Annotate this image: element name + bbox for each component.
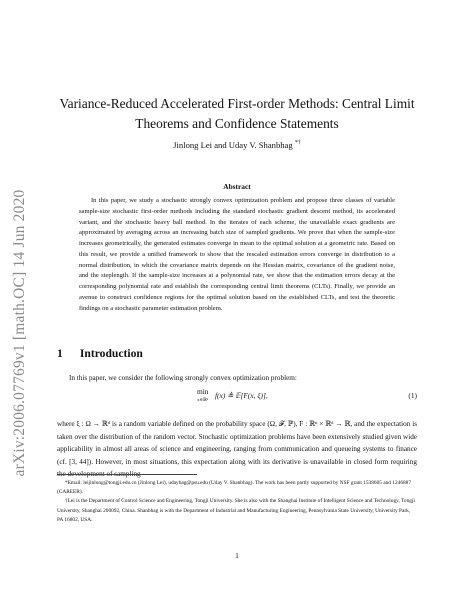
section-number: 1 — [57, 347, 63, 360]
abstract-heading: Abstract — [223, 182, 251, 191]
section-heading — [57, 347, 143, 360]
equation-min-operator — [197, 388, 209, 404]
intro-paragraph-1: In this paper, we consider the following strongly convex optimization problem: — [69, 374, 297, 382]
author-list — [57, 140, 417, 150]
footnotes — [57, 479, 417, 525]
equation-1 — [57, 388, 417, 412]
equation-operator: min — [197, 387, 209, 396]
page-number: 1 — [235, 551, 239, 560]
intro-paragraph-2: where ξ : Ω → ℝᵈ is a random variable defined on the probability space (Ω, 𝓕, ℙ), F : ℝⁿ × ℝᵈ → ℝ, and the expectation is taken over the distribution of the random vector. Stochastic optimization problems have been extensively studied given wide applicability in almost all areas of science and engineering, ranging from communication and queueing systems to finance (cf. [3, 44]). However, in most situations, this expectation along with its derivative is unavailable in closed form requiring the development of sampling — [57, 420, 417, 479]
footnote-affiliation: †Lei is the Department of Control Science and Engineering, Tongji University. She is also with the Shanghai Institute of Intelligent Science and Technology, Tongji University, Shanghai 200092, China. Shanbhag is with the Department of Industrial and Manufacturing Engineering, Pennsylvania State University, University Park, PA 16802, USA. — [57, 498, 415, 523]
section-title: Introduction — [79, 347, 143, 360]
equation-subscript: x∈ℝⁿ — [197, 397, 209, 402]
arxiv-identifier-text: arXiv:2006.07769v1 [math.OC] 14 Jun 2020 — [11, 189, 28, 476]
author-footnote-marks: *† — [294, 140, 301, 147]
equation-number: (1) — [408, 391, 417, 400]
paper-title — [57, 94, 417, 134]
title-line-1: Variance-Reduced Accelerated First-order Methods: Central Limit — [59, 96, 415, 111]
title-line-2: Theorems and Confidence Statements — [135, 116, 339, 131]
equation-body: f(x) ≜ 𝔼[F(x, ξ)], — [215, 391, 268, 400]
footnote-email: *Email: leijinlong@tongji.edu.cn (Jinlong Lei), udaybag@psu.edu (Uday V. Shanbhag). The work has been partly supported by NSF grant 1538605 and 1246887 (CAREER). — [57, 480, 412, 496]
arxiv-identifier-stamp — [7, 150, 33, 515]
footnote-divider — [57, 474, 197, 475]
author-names: Jinlong Lei and Uday V. Shanbhag — [173, 140, 293, 150]
abstract-text: In this paper, we study a stochastic strongly convex optimization problem and propose three classes of variable sample-size stochastic first-order methods including the standard stochastic gradient descent method, its accelerated variant, and the stochastic heavy ball method. In the iterates of each scheme, the unavailable exact gradients are approximated by averaging across an increasing batch size of sampled gradients. We prove that when the sample-size increases geometrically, the generated estimates converge in mean to the optimal solution at a geometric rate. Based on this result, we provide a unified framework to show that the rescaled estimation errors converge in distribution to a normal distribution, in which the covariance matrix depends on the Hessian matrix, covariance of the gradient noise, and the steplength. If the sample-size increases at a polynomial rate, we show that the estimation errors decay at the corresponding polynomial rate and establish the corresponding central limit theorems (CLTs). Finally, we provide an avenue to construct confidence regions for the optimal solution based on the established CLTs, and test the theoretic findings on a stochastic parameter estimation problem. — [79, 197, 395, 312]
